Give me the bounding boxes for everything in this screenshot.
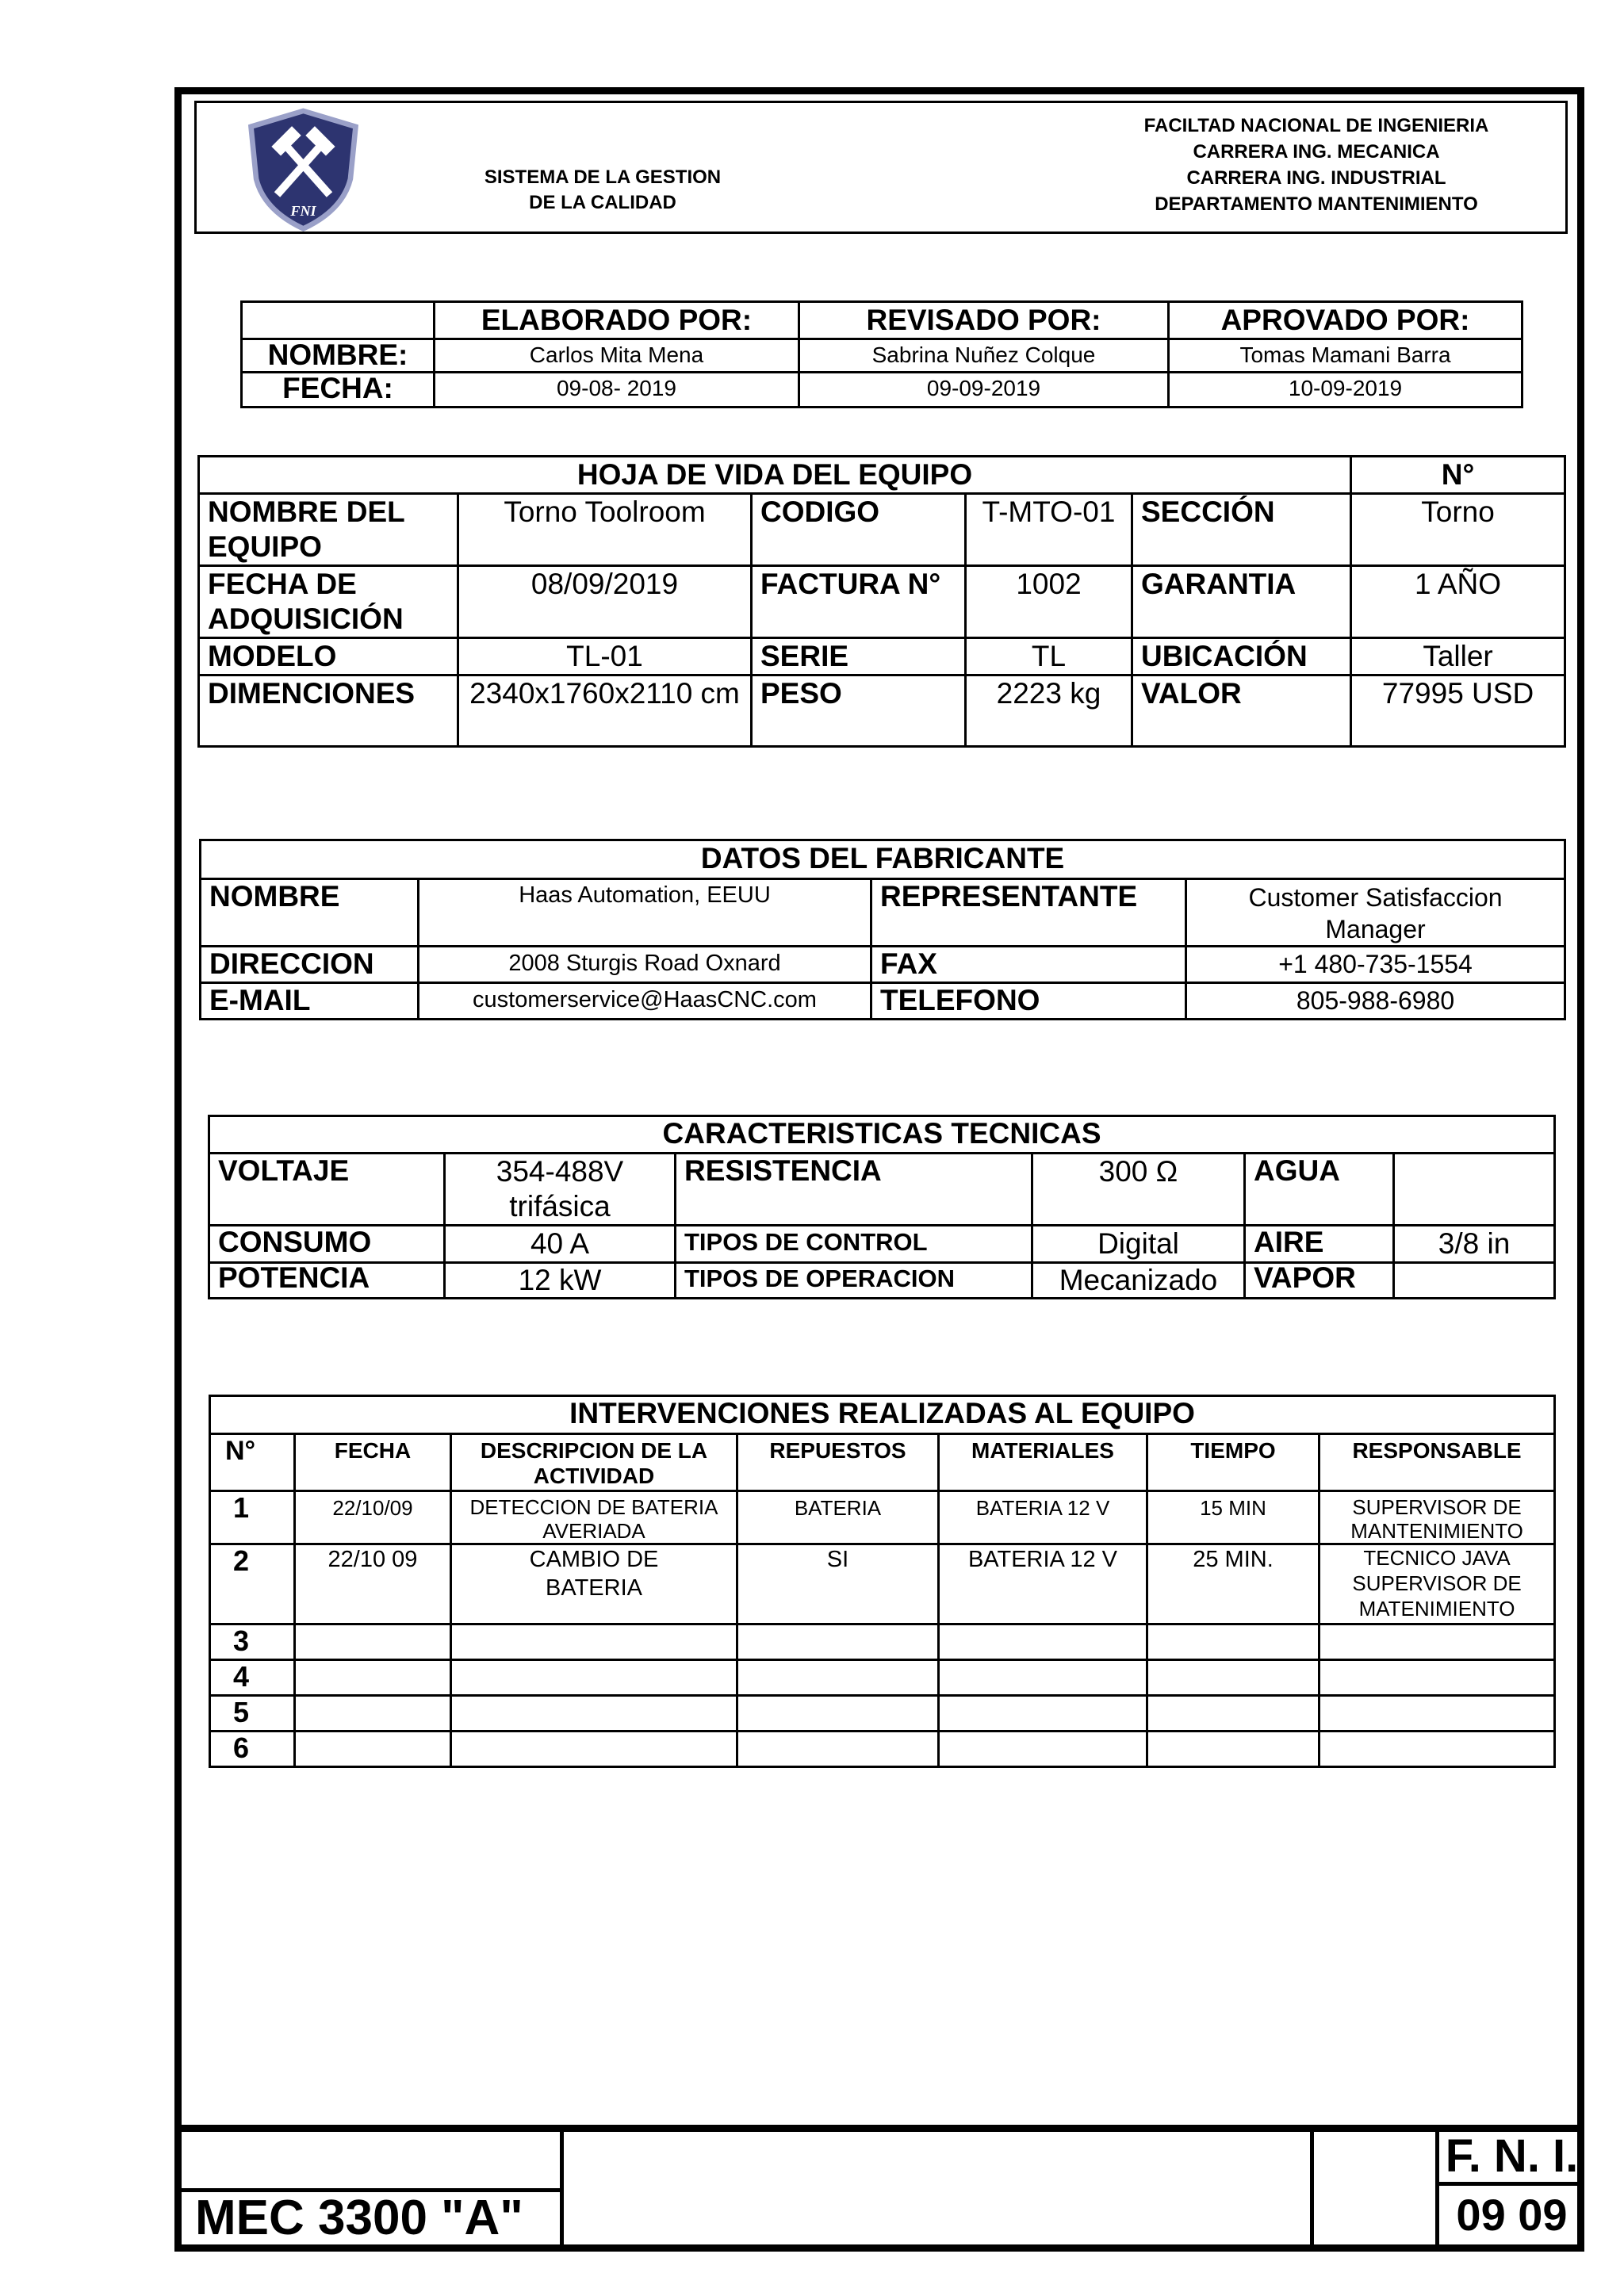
col-header-materiales: MATERIALES — [939, 1434, 1147, 1491]
col-header-fecha: FECHA — [295, 1434, 451, 1491]
row-materiales: BATERIA 12 V — [939, 1491, 1147, 1544]
table-row — [210, 1732, 1555, 1767]
technical-specs-title: CARACTERISTICAS TECNICAS — [209, 1116, 1555, 1154]
row-tiempo: 25 MIN. — [1147, 1544, 1320, 1624]
ubicacion-label: UBICACIÓN — [1132, 638, 1351, 675]
row-descripcion: CAMBIO DE BATERIA — [451, 1544, 737, 1624]
numero-label: N° — [1351, 457, 1565, 494]
control-label: TIPOS DE CONTROL — [676, 1226, 1032, 1263]
dimensiones-label: DIMENCIONES — [199, 675, 458, 747]
resistencia-label: RESISTENCIA — [676, 1154, 1032, 1226]
institution-block: FACILTAD NACIONAL DE INGENIERIA CARRERA ING. MECANICA CARRERA ING. INDUSTRIAL DEPARTAMENTO MANTENIMIENTO — [1143, 115, 1489, 215]
row-number: 4 — [210, 1660, 295, 1696]
garantia-label: GARANTIA — [1132, 566, 1351, 638]
manufacturer-title: DATOS DEL FABRICANTE — [201, 840, 1565, 879]
fax-label: FAX — [871, 947, 1186, 983]
row-repuestos: BATERIA — [737, 1491, 939, 1544]
col-header-tiempo: TIEMPO — [1147, 1434, 1320, 1491]
direccion-label: DIRECCION — [201, 947, 419, 983]
quality-system-title: SISTEMA DE LA GESTION DE LA CALIDAD — [484, 166, 722, 213]
voltaje-label: VOLTAJE — [209, 1154, 445, 1226]
consumo-value: 40 A — [445, 1226, 676, 1263]
direccion-value: 2008 Sturgis Road Oxnard — [419, 947, 871, 983]
modelo-label: MODELO — [199, 638, 458, 675]
row-number: 5 — [210, 1696, 295, 1732]
seccion-value: Torno — [1351, 494, 1565, 566]
elaborado-nombre: Carlos Mita Mena — [435, 339, 799, 373]
aprobado-header: APROVADO POR: — [1169, 302, 1522, 339]
interventions-table — [209, 1395, 1556, 1768]
factura-value: 1002 — [966, 566, 1132, 638]
resistencia-value: 300 Ω — [1032, 1154, 1245, 1226]
codigo-value: T-MTO-01 — [966, 494, 1132, 566]
manufacturer-table — [199, 839, 1566, 1020]
factura-label: FACTURA N° — [752, 566, 966, 638]
fabricante-nombre-label: NOMBRE — [201, 879, 419, 947]
dimensiones-value: 2340x1760x2110 cm — [458, 675, 752, 747]
row-descripcion: DETECCION DE BATERIA AVERIADA — [451, 1491, 737, 1544]
table-row — [210, 1544, 1555, 1624]
fecha-adquisicion: 08/09/2019 — [458, 566, 752, 638]
telefono-label: TELEFONO — [871, 983, 1186, 1020]
nombre-label: NOMBRE: — [242, 339, 435, 373]
row-repuestos: SI — [737, 1544, 939, 1624]
row-number: 6 — [210, 1732, 295, 1767]
peso-label: PESO — [752, 675, 966, 747]
page-number: 09 09 — [1456, 2190, 1568, 2240]
table-row — [210, 1660, 1555, 1696]
consumo-label: CONSUMO — [209, 1226, 445, 1263]
serie-value: TL — [966, 638, 1132, 675]
revisado-fecha: 09-09-2019 — [799, 373, 1169, 408]
seccion-label: SECCIÓN — [1132, 494, 1351, 566]
equipo-nombre-label: NOMBRE DEL EQUIPO — [199, 494, 458, 566]
control-value: Digital — [1032, 1226, 1245, 1263]
aprobado-fecha: 10-09-2019 — [1169, 373, 1522, 408]
col-header-numero: N° — [210, 1434, 295, 1491]
modelo-value: TL-01 — [458, 638, 752, 675]
fax-value: +1 480-735-1554 — [1186, 947, 1565, 983]
equipment-record-table — [197, 455, 1566, 748]
footer-right-rule — [1435, 2182, 1584, 2186]
course-code: MEC 3300 "A" — [195, 2191, 523, 2245]
interventions-title: INTERVENCIONES REALIZADAS AL EQUIPO — [210, 1396, 1555, 1434]
potencia-value: 12 kW — [445, 1263, 676, 1299]
peso-value: 2223 kg — [966, 675, 1132, 747]
row-fecha: 22/10 09 — [295, 1544, 451, 1624]
vapor-value — [1394, 1263, 1555, 1299]
fecha-adquisicion-label: FECHA DE ADQUISICIÓN — [199, 566, 458, 638]
table-row — [210, 1696, 1555, 1732]
agua-value — [1394, 1154, 1555, 1226]
valor-label: VALOR — [1132, 675, 1351, 747]
row-responsable: SUPERVISOR DE MANTENIMIENTO — [1320, 1491, 1555, 1544]
elaborado-fecha: 09-08- 2019 — [435, 373, 799, 408]
elaborado-header: ELABORADO POR: — [435, 302, 799, 339]
row-number: 1 — [210, 1491, 295, 1544]
fabricante-nombre: Haas Automation, EEUU — [419, 879, 871, 947]
operacion-label: TIPOS DE OPERACION — [676, 1263, 1032, 1299]
fni-label: F. N. I. — [1445, 2130, 1579, 2182]
representante-value: Customer Satisfaccion Manager — [1186, 879, 1565, 947]
col-header-responsable: RESPONSABLE — [1320, 1434, 1555, 1491]
aprobado-nombre: Tomas Mamani Barra — [1169, 339, 1522, 373]
interventions-body — [210, 1491, 1555, 1767]
row-number: 3 — [210, 1624, 295, 1660]
representante-label: REPRESENTANTE — [871, 879, 1186, 947]
revisado-header: REVISADO POR: — [799, 302, 1169, 339]
fecha-label: FECHA: — [242, 373, 435, 408]
valor-value: 77995 USD — [1351, 675, 1565, 747]
row-number: 2 — [210, 1544, 295, 1624]
ubicacion-value: Taller — [1351, 638, 1565, 675]
voltaje-value: 354-488V trifásica — [445, 1154, 676, 1226]
operacion-value: Mecanizado — [1032, 1263, 1245, 1299]
table-row — [210, 1624, 1555, 1660]
aire-label: AIRE — [1245, 1226, 1394, 1263]
telefono-value: 805-988-6980 — [1186, 983, 1565, 1020]
revisado-nombre: Sabrina Nuñez Colque — [799, 339, 1169, 373]
equipo-nombre: Torno Toolroom — [458, 494, 752, 566]
fni-shield-logo — [238, 103, 369, 234]
codigo-label: CODIGO — [752, 494, 966, 566]
email-value: customerservice@HaasCNC.com — [419, 983, 871, 1020]
agua-label: AGUA — [1245, 1154, 1394, 1226]
row-responsable: TECNICO JAVA SUPERVISOR DE MATENIMIENTO — [1320, 1544, 1555, 1624]
serie-label: SERIE — [752, 638, 966, 675]
garantia-value: 1 AÑO — [1351, 566, 1565, 638]
footer-divider-2 — [1310, 2125, 1314, 2252]
table-row — [210, 1491, 1555, 1544]
vapor-label: VAPOR — [1245, 1263, 1394, 1299]
approvals-table — [240, 300, 1523, 408]
aire-value: 3/8 in — [1394, 1226, 1555, 1263]
col-header-repuestos: REPUESTOS — [737, 1434, 939, 1491]
row-fecha: 22/10/09 — [295, 1491, 451, 1544]
footer-top-rule — [174, 2125, 1584, 2132]
email-label: E-MAIL — [201, 983, 419, 1020]
row-materiales: BATERIA 12 V — [939, 1544, 1147, 1624]
equipment-record-title: HOJA DE VIDA DEL EQUIPO — [199, 457, 1351, 494]
potencia-label: POTENCIA — [209, 1263, 445, 1299]
col-header-descripcion: DESCRIPCION DE LA ACTIVIDAD — [451, 1434, 737, 1491]
svg-text:FNI: FNI — [290, 202, 316, 219]
technical-specs-table — [208, 1115, 1556, 1299]
row-tiempo: 15 MIN — [1147, 1491, 1320, 1544]
